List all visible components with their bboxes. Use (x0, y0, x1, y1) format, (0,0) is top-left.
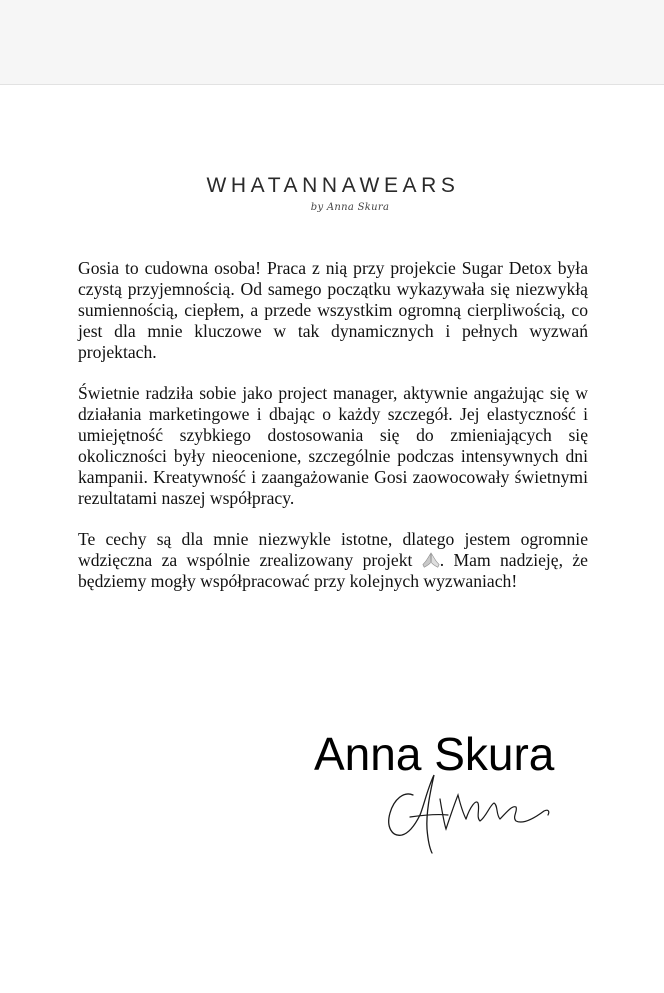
signatory-name: Anna Skura (314, 728, 555, 780)
brand-logo-text: WHATANNAWEARS (206, 174, 460, 197)
letterhead (0, 174, 664, 213)
paragraph-3 (78, 529, 588, 592)
brand-byline: by Anna Skura (310, 202, 390, 213)
handwritten-signature (380, 765, 555, 855)
paragraph-2: Świetnie radziła sobie jako project manager, aktywnie angażując się w działania marketingowe i dbając o każdy szczegół. Jej elastyczność i umiejętność szybkiego dostosowania się do zmieniających się okoliczności były nieocenione, szczególnie podczas intensywnych dni kampanii. Kreatywność i zaangażowanie Gosi zaowocowały świetnymi rezultatami naszej współpracy. (78, 383, 588, 508)
paragraph-1: Gosia to cudowna osoba! Praca z nią przy projekcie Sugar Detox była czystą przyjemnością. Od samego początku wykazywała się niezwykłą sumiennością, ciepłem, a przede wszystkim ogromną cierpliwością, co jest dla mnie kluczowe w tak dynamicznych i pełnych wyzwań projektach. (78, 258, 588, 362)
top-band (0, 0, 664, 85)
paragraph-3-text-end: . Mam nadzieję, że będziemy mogły współpracować przy kolejnych wyzwaniach! (78, 550, 588, 591)
praying-hands-icon (422, 552, 440, 568)
paragraph-3-text: Te cechy są dla mnie niezwykle istotne, dlatego jestem ogromnie wdzięczna za wspólnie zrealizowany projekt (78, 529, 588, 570)
letter-body (78, 258, 588, 612)
